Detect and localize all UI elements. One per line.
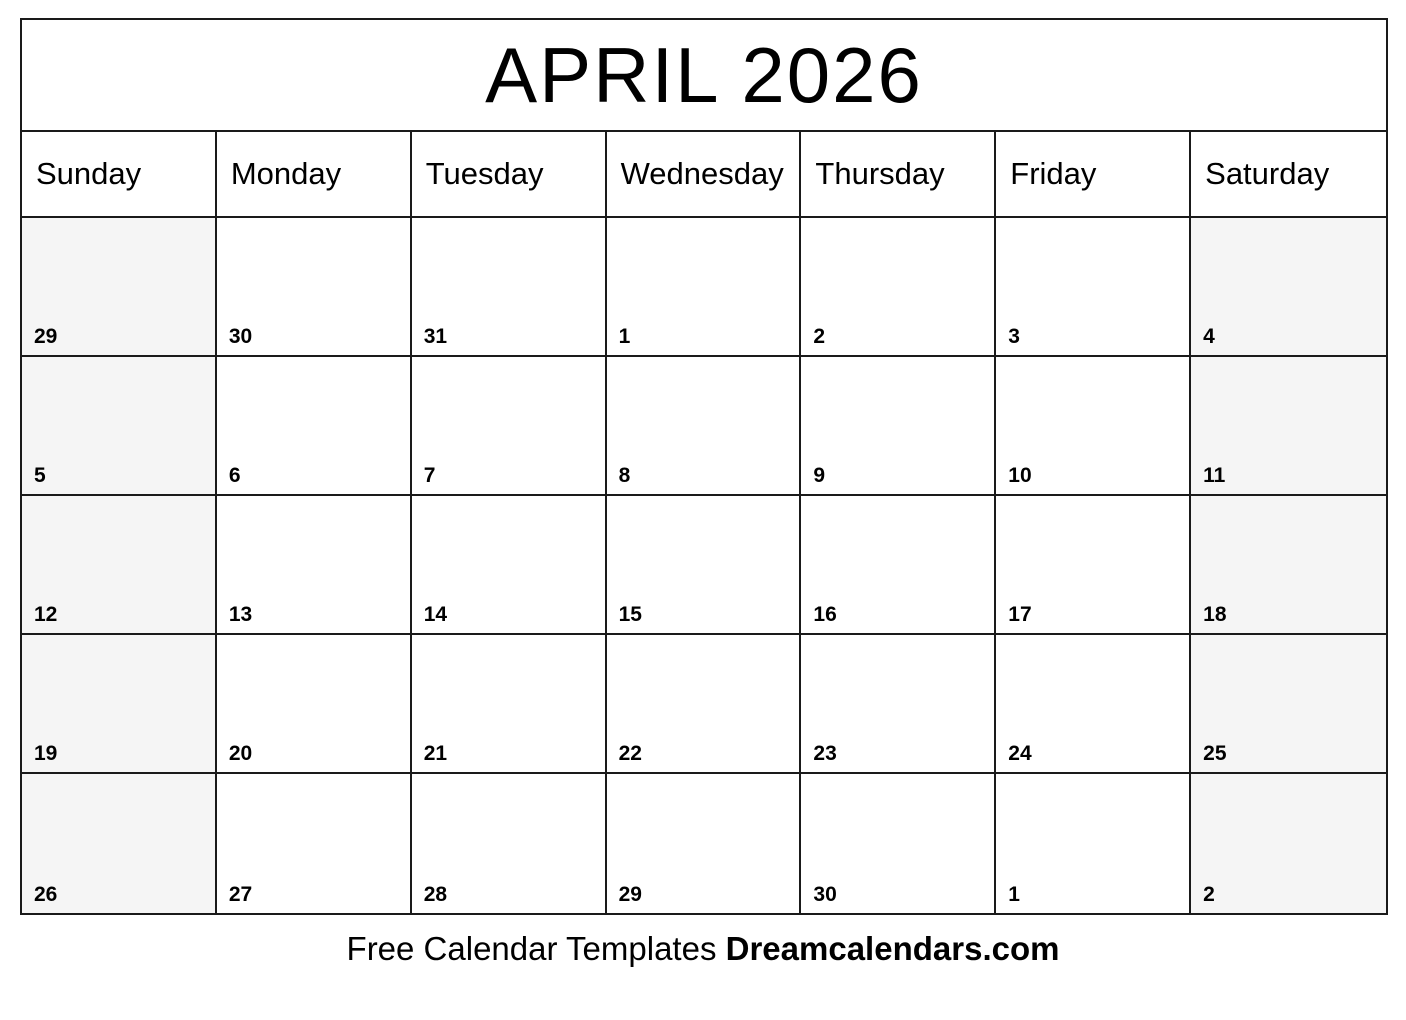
day-cell[interactable] bbox=[412, 357, 607, 494]
day-cell[interactable] bbox=[996, 635, 1191, 772]
day-number: 8 bbox=[618, 464, 631, 487]
day-number: 2 bbox=[813, 325, 826, 348]
weekday-header-sunday: Sunday bbox=[22, 132, 217, 216]
day-number: 18 bbox=[1203, 603, 1227, 626]
day-number: 14 bbox=[423, 603, 448, 626]
weekday-header-saturday: Saturday bbox=[1191, 132, 1386, 216]
day-cell[interactable] bbox=[412, 774, 607, 913]
week-row bbox=[22, 635, 1386, 774]
day-cell[interactable] bbox=[607, 218, 802, 355]
day-cell[interactable] bbox=[607, 357, 802, 494]
day-number: 6 bbox=[228, 464, 241, 487]
day-number: 19 bbox=[34, 742, 58, 765]
day-number: 31 bbox=[423, 325, 448, 348]
day-cell[interactable] bbox=[22, 357, 217, 494]
day-cell[interactable] bbox=[607, 496, 802, 633]
calendar-title-row bbox=[22, 20, 1386, 132]
day-cell[interactable] bbox=[217, 218, 412, 355]
day-cell[interactable] bbox=[1191, 218, 1386, 355]
day-cell[interactable] bbox=[217, 357, 412, 494]
week-row bbox=[22, 357, 1386, 496]
day-cell[interactable] bbox=[801, 218, 996, 355]
day-cell[interactable] bbox=[22, 496, 217, 633]
day-cell[interactable] bbox=[801, 496, 996, 633]
weekday-header-tuesday: Tuesday bbox=[412, 132, 607, 216]
day-number: 21 bbox=[423, 742, 448, 765]
day-cell[interactable] bbox=[412, 218, 607, 355]
day-cell[interactable] bbox=[1191, 635, 1386, 772]
day-cell[interactable] bbox=[996, 357, 1191, 494]
day-number: 25 bbox=[1203, 742, 1227, 765]
day-number: 22 bbox=[618, 742, 642, 765]
week-row bbox=[22, 218, 1386, 357]
day-cell[interactable] bbox=[22, 635, 217, 772]
day-number: 27 bbox=[228, 883, 253, 906]
day-number: 29 bbox=[618, 883, 642, 906]
weekday-header-wednesday: Wednesday bbox=[607, 132, 802, 216]
weekday-header-friday: Friday bbox=[996, 132, 1191, 216]
week-row bbox=[22, 496, 1386, 635]
page-title: APRIL 2026 bbox=[485, 31, 923, 119]
day-cell[interactable] bbox=[412, 635, 607, 772]
day-cell[interactable] bbox=[607, 635, 802, 772]
day-number: 10 bbox=[1008, 464, 1032, 487]
week-row bbox=[22, 774, 1386, 913]
day-number: 11 bbox=[1203, 464, 1226, 487]
day-cell[interactable] bbox=[1191, 496, 1386, 633]
day-number: 24 bbox=[1008, 742, 1032, 765]
weekday-header-row bbox=[22, 132, 1386, 218]
day-number: 17 bbox=[1008, 603, 1032, 626]
day-cell[interactable] bbox=[217, 496, 412, 633]
day-number: 20 bbox=[228, 742, 253, 765]
day-number: 4 bbox=[1203, 325, 1215, 348]
day-number: 1 bbox=[618, 325, 631, 348]
day-cell[interactable] bbox=[801, 774, 996, 913]
day-number: 29 bbox=[34, 325, 58, 348]
day-cell[interactable] bbox=[996, 774, 1191, 913]
day-number: 5 bbox=[34, 464, 46, 487]
calendar-weeks bbox=[22, 218, 1386, 913]
weekday-header-monday: Monday bbox=[217, 132, 412, 216]
calendar-grid bbox=[20, 18, 1388, 915]
day-cell[interactable] bbox=[22, 774, 217, 913]
day-cell[interactable] bbox=[22, 218, 217, 355]
day-cell[interactable] bbox=[217, 774, 412, 913]
day-number: 2 bbox=[1203, 883, 1215, 906]
day-number: 26 bbox=[34, 883, 58, 906]
day-number: 1 bbox=[1008, 883, 1020, 906]
day-number: 9 bbox=[813, 464, 826, 487]
day-number: 15 bbox=[618, 603, 642, 626]
day-cell[interactable] bbox=[996, 496, 1191, 633]
day-cell[interactable] bbox=[1191, 357, 1386, 494]
day-number: 12 bbox=[34, 603, 58, 626]
day-cell[interactable] bbox=[801, 357, 996, 494]
day-number: 30 bbox=[813, 883, 837, 906]
day-cell[interactable] bbox=[607, 774, 802, 913]
footer-text: Free Calendar Templates bbox=[346, 930, 726, 967]
day-cell[interactable] bbox=[412, 496, 607, 633]
day-number: 28 bbox=[423, 883, 448, 906]
day-cell[interactable] bbox=[996, 218, 1191, 355]
day-number: 13 bbox=[228, 603, 253, 626]
footer-brand: Dreamcalendars.com bbox=[725, 930, 1060, 967]
footer bbox=[0, 932, 1406, 965]
day-cell[interactable] bbox=[801, 635, 996, 772]
day-number: 23 bbox=[813, 742, 837, 765]
day-number: 30 bbox=[228, 325, 253, 348]
day-number: 3 bbox=[1008, 325, 1020, 348]
day-cell[interactable] bbox=[1191, 774, 1386, 913]
day-number: 7 bbox=[423, 464, 436, 487]
weekday-header-thursday: Thursday bbox=[801, 132, 996, 216]
day-number: 16 bbox=[813, 603, 837, 626]
day-cell[interactable] bbox=[217, 635, 412, 772]
